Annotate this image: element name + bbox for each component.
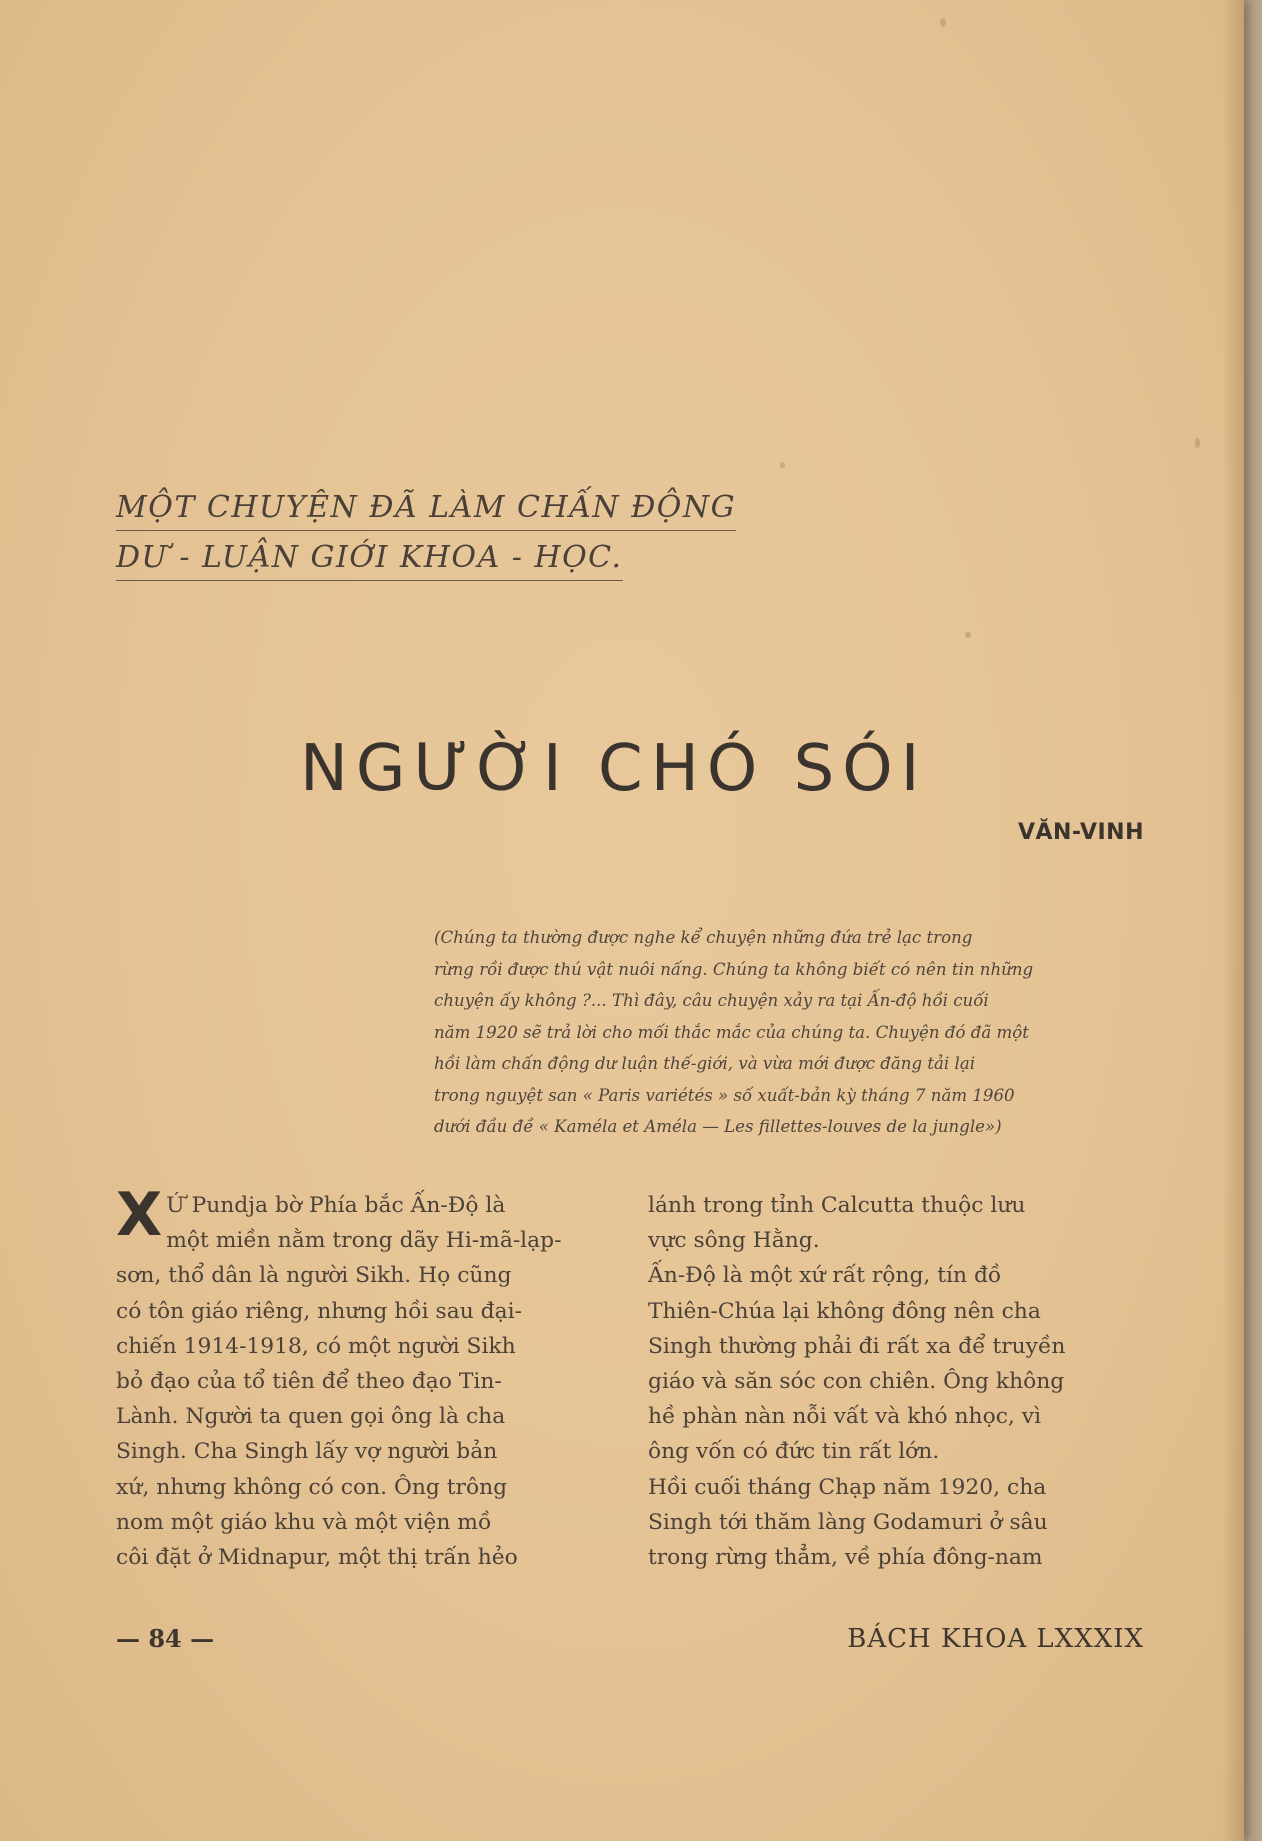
article-author: VĂN-VINH [1017,820,1144,845]
body-column-right: lánh trong tỉnh Calcutta thuộc lưu vực sông Hằng. Ấn-Độ là một xứ rất rộng, tín đồ Thiên-Chúa lại không đông nên cha Singh thường phải đi rất xa để truyền giáo và săn sóc con chiên. Ông không hề phàn nàn nỗi vất và khó nhọc, vì ông vốn có đức tin rất lớn. Hồi cuối tháng Chạp năm 1920, cha Singh tới thăm làng Godamuri ở sâu trong rừng thẳm, về phía đông-nam [648,1193,1066,1571]
article-intro: (Chúng ta thường được nghe kể chuyện những đứa trẻ lạc trong rừng rồi được thú vật nuôi nấng. Chúng ta không biết có nên tin những chuyện ấy không ?... Thì đây, câu chuyện xảy ra tại Ấn-độ hồi cuối năm 1920 sẽ trả lời cho mối thắc mắc của chúng ta. Chuyện đó đã một hồi làm chấn động dư luận thế-giới, và vừa mới được đăng tải lại trong nguyệt san « Paris variétés » số xuất-bản kỳ tháng 7 năm 1960 dưới đầu đề « Kaméla et Améla — Les fillettes-louves de la jungle») [434,928,1034,1136]
article-kicker [116,483,766,583]
page-number: — 84 — [116,1624,215,1653]
body-column-left [116,1180,622,1575]
page-edge-shadow [1222,0,1244,1841]
magazine-footer: BÁCH KHOA LXXXIX [847,1624,1144,1654]
drop-cap: X [116,1180,163,1250]
article-title: NGƯỜI CHÓ SÓI [300,732,928,806]
kicker-line-2: DƯ - LUẬN GIỚI KHOA - HỌC. [116,536,623,581]
paper-stain [1195,438,1200,448]
paper-stain [940,18,946,27]
kicker-line-1: MỘT CHUYỆN ĐÃ LÀM CHẤN ĐỘNG [116,486,736,531]
left-column-text: một miền nằm trong dãy Hi-mã-lạp- sơn, thổ dân là người Sikh. Họ cũng có tôn giáo riêng, nhưng hồi sau đại- chiến 1914-1918, có một người Sikh bỏ đạo của tổ tiên để theo đạo Tin- Lành. Người ta quen gọi ông là cha Singh. Cha Singh lấy vợ người bản xứ, nhưng không có con. Ông trông nom một giáo khu và một viện mồ côi đặt ở Midnapur, một thị trấn hẻo [116,1228,562,1571]
paper-stain [965,632,971,638]
paper-stain [780,462,785,468]
left-first-line: Ứ Pundja bờ Phía bắc Ấn-Độ là [166,1193,506,1218]
